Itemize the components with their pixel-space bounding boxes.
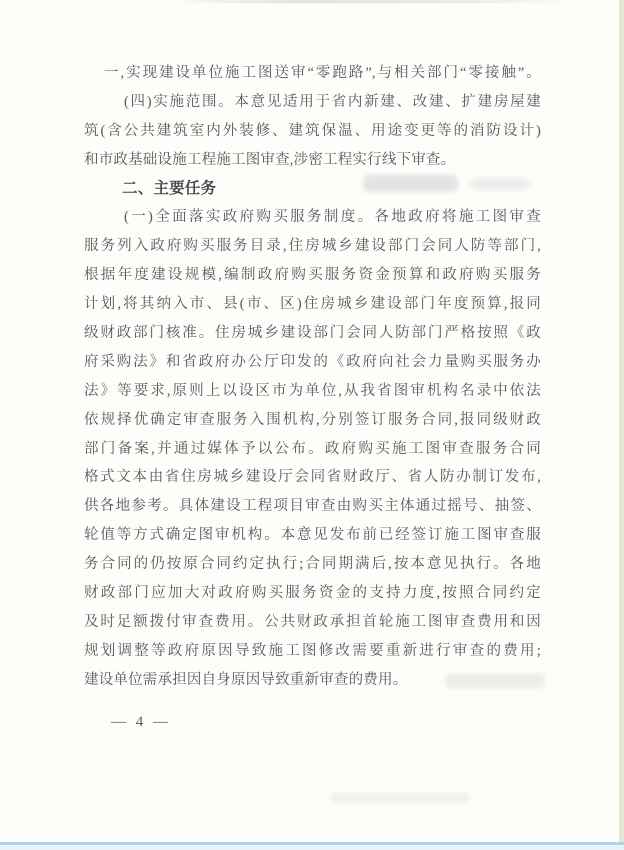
page-number: — 4 — xyxy=(111,714,171,730)
body-line: 财政部门应加大对政府购买服务资金的支持力度,按照合同约定 xyxy=(84,585,541,602)
scan-artifact xyxy=(363,175,458,192)
body-line: 级财政部门核准。住房城乡建设部门会同人防部门严格按照《政 xyxy=(84,325,541,342)
body-line: 轮值等方式确定图审机构。本意见发布前已经签订施工图审查服 xyxy=(84,527,541,544)
body-line: 建设单位需承担因自身原因导致重新审查的费用。 xyxy=(84,671,408,688)
body-line: 法》等要求,原则上以设区市为单位,从我省图审机构名录中依法 xyxy=(84,382,541,399)
body-line: 依规择优确定审查服务入围机构,分别签订服务合同,报同级财政 xyxy=(84,411,541,428)
body-line: 规划调整等政府原因导致施工图修改需要重新进行审查的费用; xyxy=(84,642,541,659)
body-line: (四)实施范围。本意见适用于省内新建、改建、扩建房屋建 xyxy=(124,93,541,110)
scan-edge-smear-top xyxy=(185,0,560,3)
scan-artifact xyxy=(445,673,545,689)
scan-edge-band-fill xyxy=(0,845,624,850)
scan-artifact xyxy=(470,178,530,190)
scan-edge-stripe-right xyxy=(619,0,624,850)
body-line: 计划,将其纳入市、县(市、区)住房城乡建设部门年度预算,报同 xyxy=(84,296,541,313)
document-body xyxy=(84,59,541,695)
body-line: 部门备案,并通过媒体予以公布。政府购买施工图审查服务合同 xyxy=(84,440,541,457)
body-line: (一)全面落实政府购买服务制度。各地政府将施工图审查 xyxy=(124,209,541,226)
body-line: 务合同的仍按原合同约定执行;合同期满后,按本意见执行。各地 xyxy=(84,556,541,573)
body-line: 一,实现建设单位施工图送审“零跑路”,与相关部门“零接触”。 xyxy=(104,65,541,81)
body-line: 服务列入政府购买服务目录,住房城乡建设部门会同人防等部门, xyxy=(84,238,541,255)
body-line: 筑(含公共建筑室内外装修、建筑保温、用途变更等的消防设计) xyxy=(84,122,541,139)
scan-artifact xyxy=(330,793,470,804)
section-heading: 二、主要任务 xyxy=(122,179,217,197)
body-line: 根据年度建设规模,编制政府购买服务资金预算和政府购买服务 xyxy=(84,267,541,284)
body-line: 府采购法》和省政府办公厅印发的《政府向社会力量购买服务办 xyxy=(84,353,541,370)
body-line: 供各地参考。具体建设工程项目审查由购买主体通过摇号、抽签、 xyxy=(84,498,541,515)
body-line: 和市政基础设施工程施工图审查,涉密工程实行线下审查。 xyxy=(84,151,456,168)
body-line: 格式文本由省住房城乡建设厅会同省财政厅、省人防办制订发布, xyxy=(84,469,541,486)
scan-edge-band-bottom xyxy=(0,842,624,850)
body-line: 及时足额拨付审查费用。公共财政承担首轮施工图审查费用和因 xyxy=(84,613,541,630)
